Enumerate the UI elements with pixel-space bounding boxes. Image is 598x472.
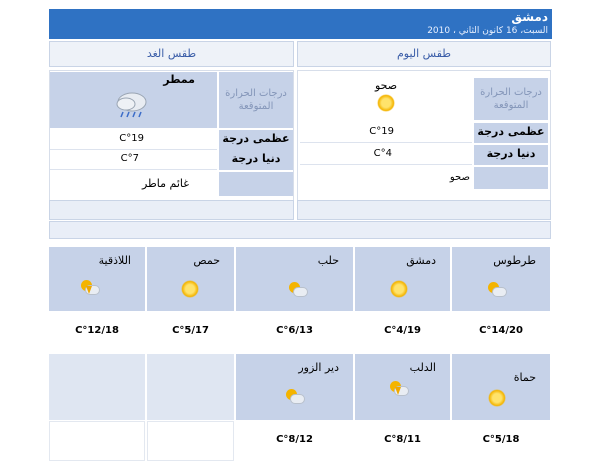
tomorrow-min-value: C°7 [50, 150, 217, 170]
tomorrow-expected-temps-label: درجات الحرارة المتوقعة [219, 72, 293, 128]
city-cell-homs [147, 247, 234, 311]
empty-cell [49, 421, 145, 461]
city-cell-idlib [355, 354, 450, 420]
city-name: الدلب [409, 361, 436, 374]
tab-tomorrow[interactable]: طقس الغد [49, 41, 294, 67]
tomorrow-description: غائم ماطر [50, 172, 217, 196]
empty-cell [147, 421, 234, 461]
today-min-value: C°4 [300, 145, 472, 165]
city-temp-latakia: C°12/18 [49, 312, 145, 352]
thunder-icon [81, 280, 99, 298]
city-name: طرطوس [493, 254, 536, 267]
tomorrow-condition: ممطر [163, 73, 195, 86]
city-name: حلب [317, 254, 339, 267]
city-name: دمشق [406, 254, 436, 267]
tomorrow-desc-label-cell [219, 172, 293, 196]
tomorrow-min-label: دنيا درجة [219, 150, 293, 170]
today-expected-temps-label: درجات الحرارة المتوقعة [474, 78, 548, 120]
header-city: دمشق [511, 10, 548, 24]
partly-cloudy-icon [289, 282, 307, 296]
rain-cloud-icon [114, 90, 150, 120]
sun-icon [181, 280, 199, 298]
city-name: دير الزور [298, 361, 339, 374]
tomorrow-max-value: C°19 [50, 130, 217, 150]
tab-today[interactable]: طقس اليوم [297, 41, 551, 67]
today-condition-cell [300, 78, 472, 120]
city-cell-damascus [355, 247, 450, 311]
empty-cell [49, 354, 145, 420]
today-description: صحو [300, 167, 472, 189]
city-cell-hama [452, 354, 550, 420]
city-temp-damascus: C°4/19 [355, 312, 450, 352]
sun-icon [488, 389, 506, 407]
tomorrow-footer-strip [49, 200, 294, 220]
today-desc-label-cell [474, 167, 548, 189]
city-name: حمص [193, 254, 220, 267]
section-separator [49, 221, 551, 239]
city-temp-homs: C°5/17 [147, 312, 234, 352]
city-name: حماة [513, 371, 536, 384]
partly-cloudy-icon [286, 389, 304, 403]
today-footer-strip [297, 200, 551, 220]
city-temp-aleppo: C°6/13 [236, 312, 353, 352]
city-cell-tartus [452, 247, 550, 311]
today-condition: صحو [374, 79, 398, 92]
city-cell-aleppo [236, 247, 353, 311]
sun-icon [390, 280, 408, 298]
tomorrow-max-label: عظمى درجة [219, 130, 293, 150]
sun-icon [377, 94, 395, 112]
city-temp-tartus: C°14/20 [452, 312, 550, 352]
city-temp-deir-ezzor: C°8/12 [236, 421, 353, 461]
city-cell-latakia [49, 247, 145, 311]
today-max-label: عظمى درجة [474, 123, 548, 143]
city-temp-hama: C°5/18 [452, 421, 550, 461]
empty-cell [147, 354, 234, 420]
header-date: السبت، 16 كانون الثاني ، 2010 [427, 26, 548, 36]
city-cell-deir-ezzor [236, 354, 353, 420]
header-bar [49, 9, 552, 39]
thunder-icon [390, 381, 408, 399]
tomorrow-condition-cell [50, 72, 217, 128]
today-max-value: C°19 [300, 123, 472, 143]
city-name: اللاذقية [98, 254, 131, 267]
today-min-label: دنيا درجة [474, 145, 548, 165]
partly-cloudy-icon [488, 282, 506, 296]
city-temp-idlib: C°8/11 [355, 421, 450, 461]
